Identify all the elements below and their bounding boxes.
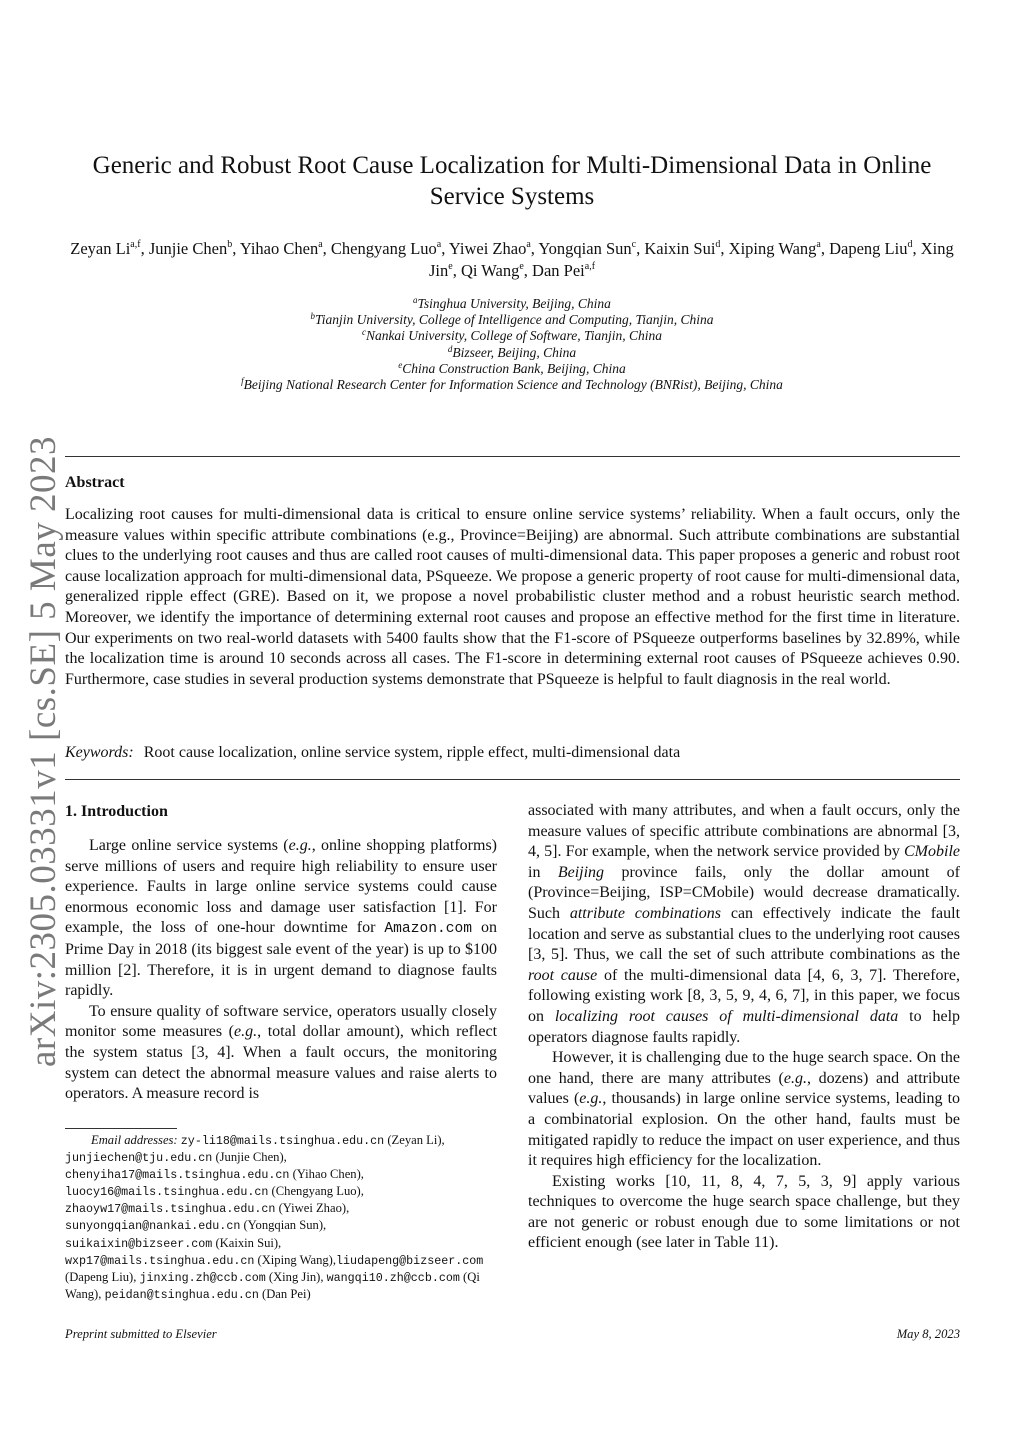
author-name: Chengyang Luo — [330, 239, 437, 258]
left-column — [65, 801, 497, 1105]
author-name: Zeyan Li — [70, 239, 131, 258]
footnote-label: Email addresses: — [91, 1133, 178, 1147]
author-name: Xing Jin — [428, 239, 954, 280]
right-column — [528, 801, 960, 1254]
email-address: junjiechen@tju.edu.cn — [65, 1151, 213, 1166]
author-affiliation-mark: a — [526, 239, 531, 250]
email-address: sunyongqian@nankai.edu.cn — [65, 1219, 241, 1234]
email-owner: (Kaixin Sui), — [212, 1235, 282, 1250]
author-affiliation-mark: a,f — [584, 261, 596, 272]
author-affiliation-mark: a — [436, 239, 442, 250]
intro-paragraph-3: However, it is challenging due to the huge search space. On the one hand, there are many attributes (e.g., dozens) and attribute values (e.g., thousands) in large online service systems, leading to a combinatorial explosion. On the other hand, faults must be mitigated rapidly to reduce the impact on user experience, and thus it requires high efficiency for the localization. — [528, 1049, 961, 1170]
email-owner: (Chengyang Luo), — [268, 1184, 364, 1199]
author-affiliation-mark: d — [715, 239, 721, 250]
footer-preprint-note: Preprint submitted to Elsevier — [65, 1327, 217, 1341]
author-affiliation-mark: a — [318, 239, 323, 250]
author-affiliation-mark: b — [227, 239, 233, 250]
author-name: Dan Pei — [532, 261, 585, 280]
author-affiliation-mark: e — [519, 261, 524, 272]
email-address: jinxing.zh@ccb.com — [139, 1270, 266, 1285]
author-name: Qi Wang — [460, 261, 520, 280]
author-list: Zeyan Li$^{a,f}$, Junjie Chen$^b$, Yihao Chen$^a$, Chengyang Luo$^a$, Yiwei Zhao$^a$, Yongqian Sun$^c$, Kaixin Sui$^d$, Xiping Wang$^a$, Dapeng Liu$^d$, Xing Jin$^e$, Qi Wang$^e$, Dan Pei$^{a,f}$ — [70, 239, 954, 280]
affiliation-line: $^f$Beijing National Research Center for Information Science and Technology (BNRist), Beijing, China — [241, 376, 783, 393]
amazon-link-text: Amazon.com — [384, 921, 472, 938]
author-name: Kaixin Sui — [644, 239, 716, 258]
author-affiliation-mark: a,f — [130, 239, 141, 250]
intro-paragraph-4: Existing works [10, 11, 8, 4, 7, 5, 3, 9] apply various techniques to overcome the huge search space challenge, but they are not generic or robust enough due to some limitations or not efficient enough (see later in Table 11). — [528, 1172, 960, 1252]
email-address: luocy16@mails.tsinghua.edu.cn — [65, 1185, 269, 1200]
email-address: chenyiha17@mails.tsinghua.edu.cn — [65, 1168, 290, 1183]
author-name: Dapeng Liu — [829, 239, 908, 258]
arxiv-identifier-text: arXiv:2305.03331v1 [cs.SE] 5 May 2023 — [22, 435, 64, 1067]
author-affiliation-mark: c — [631, 239, 637, 250]
intro-paragraph-2: To ensure quality of software service, operators usually closely monitor some measures (e.g., total dollar amount), which reflect the system status [3, 4]. When a fault occurs, the monitoring system can detect the abnormal measure values and raise alerts to operators. A measure record is — [65, 1002, 498, 1103]
author-name: Yongqian Sun — [538, 239, 632, 258]
footnote-rule — [65, 1128, 177, 1129]
affiliation-line: $^e$China Construction Bank, Beijing, China — [398, 359, 626, 376]
email-owner: (Zeyan Li), — [384, 1133, 445, 1147]
email-address: wangqi10.zh@ccb.com — [326, 1270, 460, 1285]
author-name: Yihao Chen — [239, 239, 319, 258]
affiliation-line: $^c$Nankai University, College of Software, Tianjin, China — [361, 327, 663, 344]
abstract-heading: Abstract — [65, 474, 125, 491]
email-address: liudapeng@bizseer.com — [336, 1253, 484, 1268]
email-address: zhaoyw17@mails.tsinghua.edu.cn — [65, 1202, 276, 1217]
email-owner: (Xiping Wang), — [254, 1252, 337, 1267]
email-owner: (Junjie Chen), — [212, 1150, 287, 1165]
keywords-text: Root cause localization, online service system, ripple effect, multi-dimensional data — [143, 744, 681, 761]
intro-paragraph-1: Large online service systems (e.g., online shopping platforms) serve millions of users and require high reliability to ensure user experience. Faults in large online service systems could cause enormous economic loss and damage user satisfaction [1]. For example, the loss of one-hour downtime for Amazon.com on Prime Day in 2018 (its biggest sale event of the year) is up to $100 million [2]. Therefore, it is in urgent demand to diagnose faults rapidly. — [65, 837, 498, 1000]
paper-title: Generic and Robust Root Cause Localization for Multi-Dimensional Data in Online Service Systems — [92, 152, 932, 210]
abstract-body: Localizing root causes for multi-dimensional data is critical to ensure online service systems’ reliability. When a fault occurs, only the measure values within specific attribute combinations (e.g., Province=Beijing) are abnormal. Such attribute combinations are substantial clues to the underlying root causes and thus are called root causes of multi-dimensional data. This paper proposes a generic and robust root cause localization approach for multi-dimensional data, PSqueeze. We propose a generic property of root cause for multi-dimensional data, generalized ripple effect (GRE). Based on it, we propose a novel probabilistic cluster method and a robust heuristic search method. Moreover, we identify the importance of determining external root causes and propose an effective method for the first time in literature. Our experiments on two real-world datasets with 5400 faults show that the F1-score of PSqueeze outperforms baselines by 32.89%, while the localization time is around 10 seconds across all cases. The F1-score in determining external root causes of PSqueeze achieves 0.90. Furthermore, case studies in several production systems demonstrate that PSqueeze is helpful to fault diagnosis in the real world. — [65, 506, 960, 688]
footer-date: May 8, 2023 — [896, 1327, 960, 1341]
email-owner: (Yiwei Zhao), — [275, 1201, 350, 1216]
email-owner: (Dan Pei) — [258, 1286, 311, 1301]
email-owner: (Yihao Chen), — [289, 1167, 364, 1182]
email-owner: (Dapeng Liu), — [65, 1269, 140, 1284]
email-owner: (Xing Jin), — [265, 1269, 327, 1284]
author-affiliation-mark: e — [448, 261, 453, 272]
email-owner: (Qi Wang), — [65, 1269, 480, 1301]
keywords-label: Keywords: — [65, 744, 134, 761]
affiliation-line: $^d$Bizseer, Beijing, China — [447, 343, 577, 360]
introduction-heading: 1. Introduction — [65, 803, 168, 820]
affiliation-list — [60, 296, 964, 393]
affiliation-line: $^a$Tsinghua University, Beijing, China — [413, 295, 611, 311]
keywords-line — [65, 743, 960, 763]
email-address: wxp17@mails.tsinghua.edu.cn — [65, 1253, 255, 1268]
author-name: Xiping Wang — [728, 239, 817, 258]
email-address: peidan@tsinghua.edu.cn — [104, 1287, 259, 1302]
intro-paragraph-2-continued: associated with many attributes, and when a fault occurs, only the measure values of specific attribute combinations are abnormal [3, 4, 5]. For example, when the network service provided by CMobile in Beijing province fails, only the dollar amount of (Province=Beijing, ISP=CMobile) would decrease dramatically. Such attribute combinations can effectively indicate the fault location and serve as substantial clues to the underlying root causes [3, 5]. Thus, we call the set of such attribute combinations as the root cause of the multi-dimensional data [4, 6, 3, 7]. Therefore, following existing work [8, 3, 5, 9, 4, 6, 7], in this paper, we focus on localizing root causes of multi-dimensional data to help operators diagnose faults rapidly. — [528, 802, 961, 1046]
email-address: zy-li18@mails.tsinghua.edu.cn — [180, 1134, 385, 1148]
author-affiliation-mark: a — [816, 239, 821, 250]
author-name: Yiwei Zhao — [448, 239, 527, 258]
author-name: Junjie Chen — [148, 239, 228, 258]
affiliation-line: $^b$Tianjin University, College of Intelligence and Computing, Tianjin, China — [310, 311, 714, 328]
email-owner: (Yongqian Sun), — [240, 1218, 327, 1233]
abstract-top-rule — [65, 456, 960, 457]
email-address: suikaixin@bizseer.com — [65, 1236, 213, 1251]
abstract-bottom-rule — [65, 779, 960, 780]
author-affiliation-mark: d — [907, 239, 913, 250]
email-footnote — [65, 1132, 497, 1303]
